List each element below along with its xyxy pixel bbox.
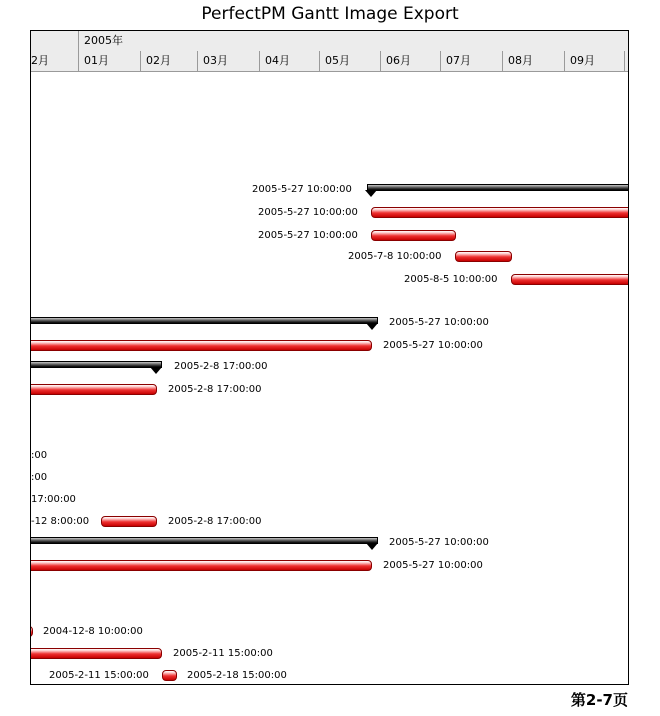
task-date-label: 2005-5-27 10:00:00 (389, 317, 489, 328)
task-date-label: 2005-2-11 15:00:00 (173, 648, 273, 659)
task-start-label: -12 8:00:00 (31, 516, 90, 527)
year-cell: 2005年 (84, 34, 123, 47)
timeline-month-row (31, 51, 628, 72)
task-date-label: 2005-5-27 10:00:00 (258, 230, 358, 241)
task-bar[interactable] (162, 670, 177, 681)
task-date-label: 2005-2-8 17:00:00 (168, 516, 262, 527)
task-bar[interactable] (511, 274, 629, 285)
task-bar[interactable] (30, 626, 33, 637)
summary-bar[interactable] (30, 361, 162, 368)
timeline-year-row (31, 31, 628, 52)
task-date-label: 2005-5-27 10:00:00 (258, 207, 358, 218)
month-cell: 05月 (320, 51, 381, 71)
task-date-label: 2005-8-5 10:00:00 (404, 274, 498, 285)
task-bar[interactable] (455, 251, 512, 262)
summary-end-marker (366, 543, 378, 550)
task-date-label: 2005-5-27 10:00:00 (252, 184, 352, 195)
task-bar[interactable] (30, 384, 157, 395)
page-number: 第2-7页 (570, 691, 628, 709)
task-date-label: 2005-5-27 10:00:00 (383, 560, 483, 571)
task-date-label: 2005-2-18 15:00:00 (187, 670, 287, 681)
month-cell: 09月 (565, 51, 625, 71)
task-bar[interactable] (30, 560, 372, 571)
task-date-label: 2005-2-8 17:00:00 (174, 361, 268, 372)
month-cell: 08月 (503, 51, 565, 71)
month-cell: 07月 (441, 51, 503, 71)
summary-bar[interactable] (30, 537, 378, 544)
month-cell: 06月 (381, 51, 441, 71)
month-cell: 03月 (198, 51, 260, 71)
task-date-label: :00 (31, 450, 48, 461)
task-bar[interactable] (30, 648, 162, 659)
summary-bar[interactable] (367, 184, 629, 191)
task-date-label: 2005-5-27 10:00:00 (383, 340, 483, 351)
year-cell-previous (31, 31, 79, 51)
summary-end-marker (150, 367, 162, 374)
summary-bar[interactable] (30, 317, 378, 324)
task-start-label: 2005-2-11 15:00:00 (49, 670, 149, 681)
task-date-label: 2005-2-8 17:00:00 (168, 384, 262, 395)
month-cell: 01月 (79, 51, 141, 71)
task-bar[interactable] (371, 230, 456, 241)
task-bar[interactable] (371, 207, 629, 218)
task-date-label: 2005-7-8 10:00:00 (348, 251, 442, 262)
summary-end-marker (366, 323, 378, 330)
task-date-label: :00 (31, 472, 48, 483)
task-bar[interactable] (30, 340, 372, 351)
month-cell: 2月 (31, 51, 79, 71)
task-bar[interactable] (101, 516, 157, 527)
month-cell: 02月 (141, 51, 198, 71)
gantt-chart (30, 30, 629, 685)
task-date-label: 17:00:00 (31, 494, 76, 505)
summary-start-marker (365, 190, 377, 197)
export-title: PerfectPM Gantt Image Export (201, 4, 459, 24)
task-date-label: 2004-12-8 10:00:00 (43, 626, 143, 637)
month-cell: 04月 (260, 51, 320, 71)
task-date-label: 2005-5-27 10:00:00 (389, 537, 489, 548)
